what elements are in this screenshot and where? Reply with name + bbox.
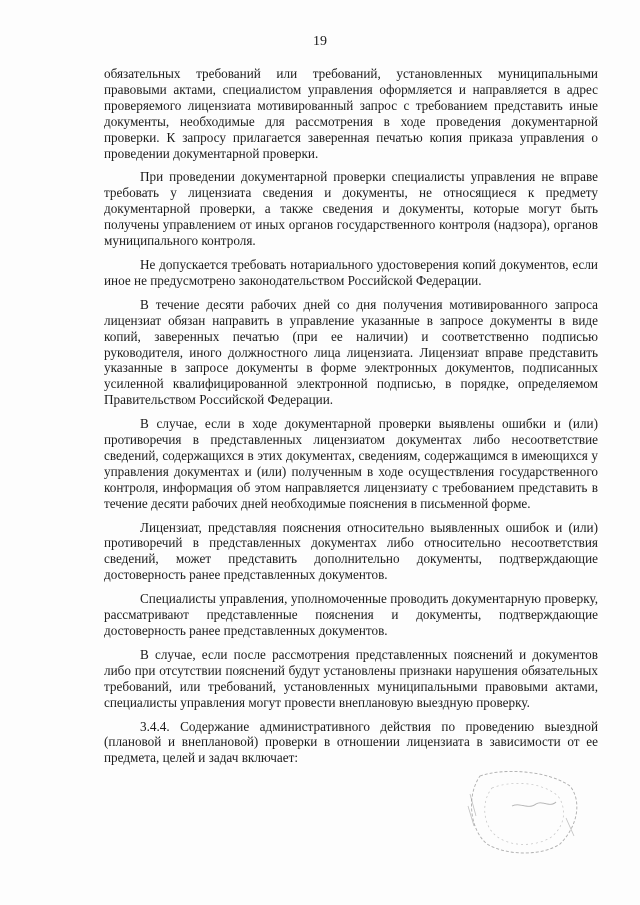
paragraph: В случае, если после рассмотрения представленных пояснений и документов либо при отсутствии пояснений будут установлены признаки нарушения обязательных требований, или требований, установленных муниципальными правовыми актами, специалисты управления могут провести внеплановую выездную проверку. (104, 646, 598, 710)
paragraph: обязательных требований или требований, установленных муниципальными правовыми актами, специалистом управления оформляется и направляется в адрес проверяемого лицензиата мотивированный запрос с требованием представить иные документы, необходимые для рассмотрения в ходе проведения документарной проверки. К запросу прилагается заверенная печатью копия приказа управления о проведении документарной проверки. (104, 66, 598, 161)
official-stamp (462, 766, 582, 856)
paragraph: Лицензиат, представляя пояснения относительно выявленных ошибок и (или) противоречий в представленных документах либо относительно несоответствия сведений, может представить дополнительно документы, подтверждающие достоверность ранее представленных документов. (104, 519, 598, 583)
paragraph: При проведении документарной проверки специалисты управления не вправе требовать у лицензиата сведения и документы, не относящиеся к предмету документарной проверки, а также сведения и документы, которые могут быть получены управлением от иных органов государственного контроля (надзора), органов муниципального контроля. (104, 169, 598, 249)
paragraph: В случае, если в ходе документарной проверки выявлены ошибки и (или) противоречия в представленных лицензиатом документах либо несоответствие сведений, содержащихся в этих документах, сведениям, содержащимся в имеющихся у управления документах и (или) полученным в ходе осуществления государственного контроля, информация об этом направляется лицензиату с требованием представить в течение десяти рабочих дней необходимые пояснения в письменной форме. (104, 416, 598, 511)
paragraph: Специалисты управления, уполномоченные проводить документарную проверку, рассматривают представленные пояснения и документы, подтверждающие достоверность ранее представленных документов. (104, 591, 598, 638)
body-text (104, 66, 598, 774)
paragraph: 3.4.4. Содержание административного действия по проведению выездной (плановой и внеплановой) проверки в отношении лицензиата в зависимости от ее предмета, целей и задач включает: (104, 718, 598, 766)
paragraph: В течение десяти рабочих дней со дня получения мотивированного запроса лицензиат обязан направить в управление указанные в запросе документы в виде копий, заверенных печатью (при ее наличии) и соответственно подписью руководителя, иного должностного лица лицензиата. Лицензиат вправе представить указанные в запросе документы в форме электронных документов, подписанных усиленной квалифицированной электронной подписью, в порядке, определяемом Правительством Российской Федерации. (104, 296, 598, 408)
page-number: 19 (313, 34, 327, 49)
paragraph: Не допускается требовать нотариального удостоверения копий документов, если иное не предусмотрено законодательством Российской Федерации. (104, 256, 598, 288)
